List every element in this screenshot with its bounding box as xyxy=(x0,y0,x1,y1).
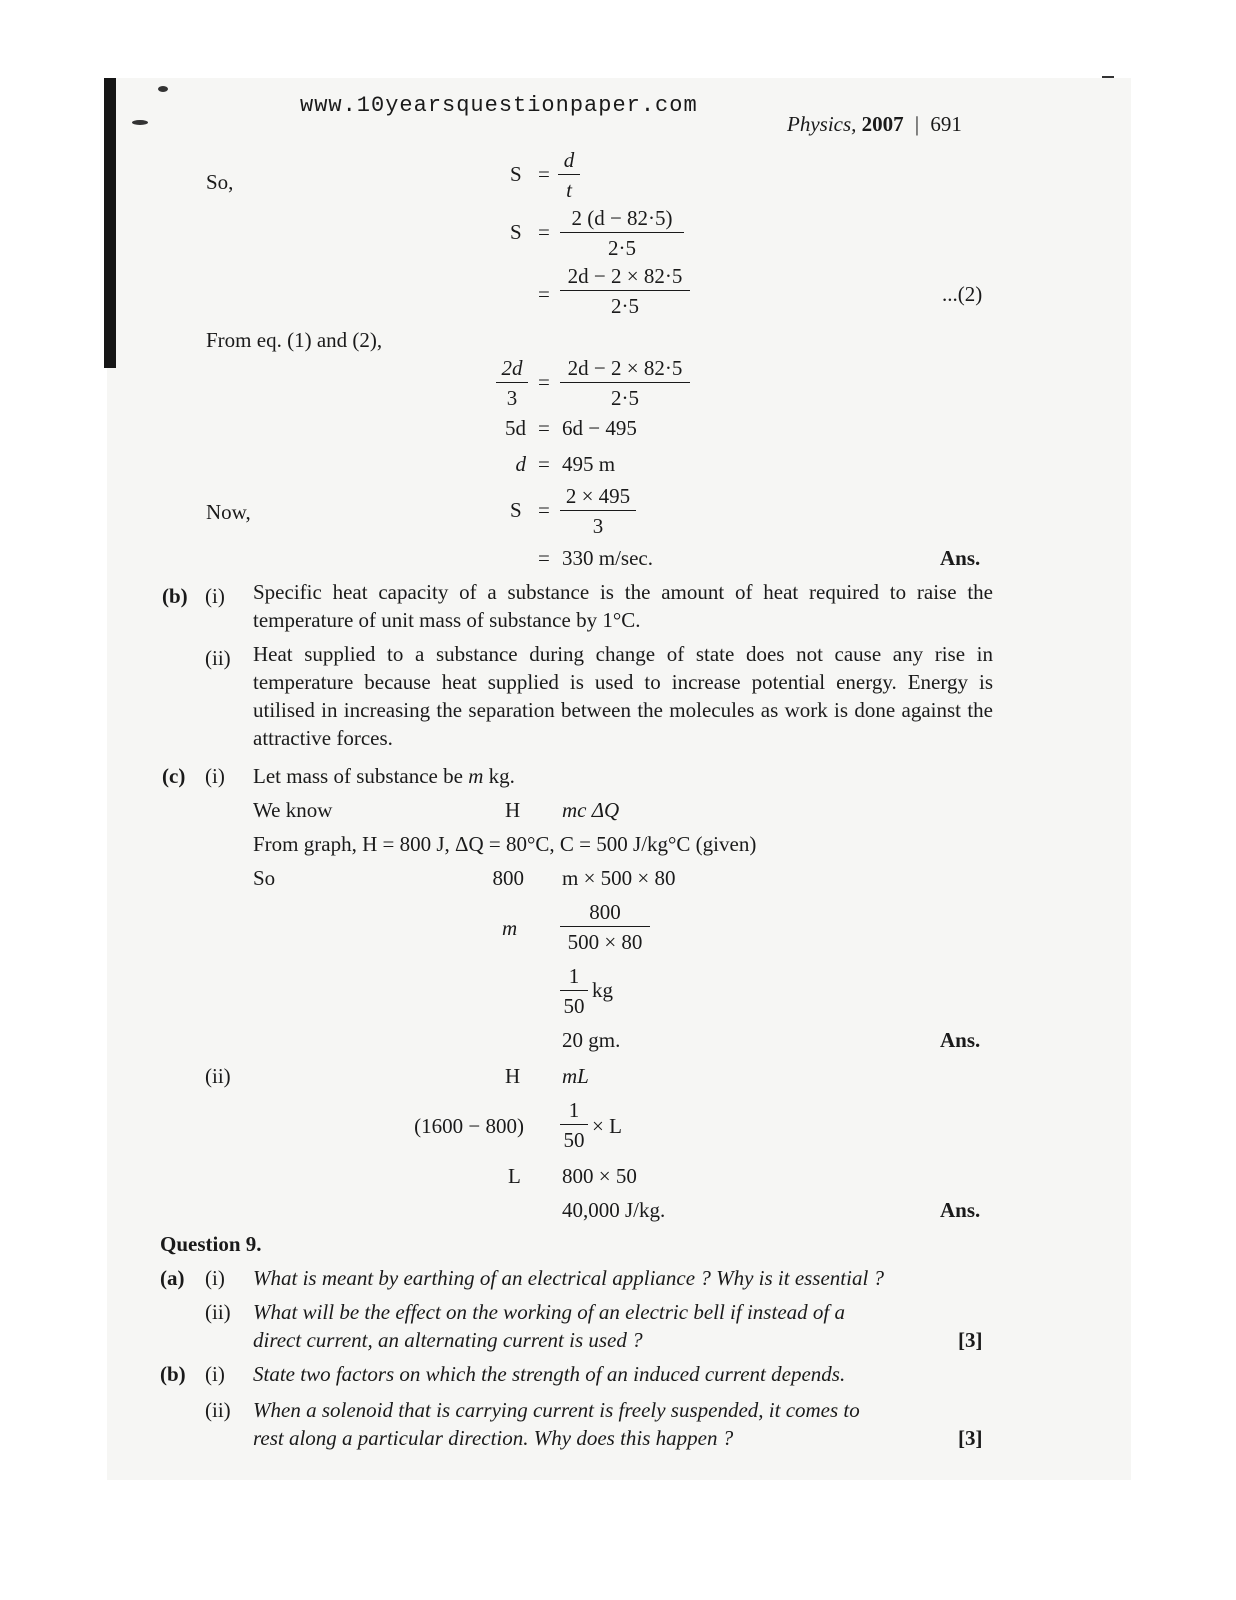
times-l: × L xyxy=(592,1114,622,1138)
q9-a-i-text: What is meant by earthing of an electrical appliance ? Why is it essential ? xyxy=(253,1266,885,1290)
part-c-i-text: Let mass of substance be m kg. xyxy=(253,764,515,788)
q9-a-i-label: (i) xyxy=(205,1266,225,1290)
fraction-s3: $\frac{2d - 2 \times 82\cdot 5}{2\cdot 5}$ xyxy=(560,264,690,318)
equals-sign: = xyxy=(538,416,550,440)
m-lhs: m xyxy=(502,916,518,940)
equals-sign: = xyxy=(538,370,550,394)
fraction-2d-over-3: $\frac{2d}{3}$ xyxy=(496,356,528,410)
answer-marker: Ans. xyxy=(940,546,981,570)
l-rhs: 800 × 50 xyxy=(562,1164,637,1188)
margin-mark xyxy=(1102,76,1114,78)
part-b-i-label: (i) xyxy=(205,584,225,608)
equals-sign: = xyxy=(538,162,550,186)
equals-sign: = xyxy=(538,282,550,306)
from-graph-line: From graph, H = 800 J, ΔQ = 80°C, C = 500 J/kg°C (given) xyxy=(253,832,757,856)
s4-lhs: S xyxy=(510,498,522,522)
running-header: Physics, 2007 | 691 xyxy=(787,112,962,136)
q9-b-marks: [3] xyxy=(958,1426,983,1450)
question-9-title: Question 9. xyxy=(160,1232,262,1256)
eq-5d-lhs: 5d xyxy=(505,416,526,440)
q9-a-ii-line2: direct current, an alternating current is used ? xyxy=(253,1328,643,1352)
answer-marker: Ans. xyxy=(940,1028,981,1052)
part-b-ii-label: (ii) xyxy=(205,646,231,670)
fraction-combined-rhs: $\frac{2d - 2 \times 82\cdot 5}{2\cdot 5}$ xyxy=(560,356,690,410)
fraction-s2: $\frac{2 (d - 82\cdot 5)}{2\cdot 5}$ xyxy=(560,206,684,260)
part-b-i-text: Specific heat capacity of a substance is the amount of heat required to raise the temperature of unit mass of substance by 1°C. xyxy=(253,580,993,632)
q9-a-label: (a) xyxy=(160,1266,185,1290)
h2-rhs: mL xyxy=(562,1064,589,1088)
eq-800-rhs: m × 500 × 80 xyxy=(562,866,676,890)
equals-sign: = xyxy=(538,452,550,476)
s1-lhs: S xyxy=(510,162,522,186)
kg-unit: kg xyxy=(592,978,613,1002)
eq-800-lhs: 800 xyxy=(492,866,524,890)
answer-marker: Ans. xyxy=(940,1198,981,1222)
eq-d-lhs: d xyxy=(515,452,526,476)
s2-lhs: S xyxy=(510,220,522,244)
part-c-i-label: (i) xyxy=(205,764,225,788)
q9-a-ii-line1: What will be the effect on the working of an electric bell if instead of a xyxy=(253,1300,845,1324)
diff-lhs: (1600 − 800) xyxy=(414,1114,524,1138)
fraction-one-fiftieth-2: $\frac{1}{50}$ xyxy=(560,1098,588,1152)
h-rhs: mc ΔQ xyxy=(562,798,620,822)
mass-result: 20 gm. xyxy=(562,1028,621,1052)
so-label: So, xyxy=(206,170,234,194)
q9-b-ii-line1: When a solenoid that is carrying current is freely suspended, it comes to xyxy=(253,1398,860,1422)
fraction-s4: $\frac{2 \times 495}{3}$ xyxy=(560,484,636,538)
part-b-label: (b) xyxy=(162,584,188,608)
q9-a-ii-label: (ii) xyxy=(205,1300,231,1324)
website-watermark: www.10yearsquestionpaper.com xyxy=(300,93,698,118)
so-label-c: So xyxy=(253,866,276,890)
scan-speck xyxy=(158,86,168,92)
equals-sign: = xyxy=(538,498,550,522)
speed-result: 330 m/sec. xyxy=(562,546,653,570)
q9-a-marks: [3] xyxy=(958,1328,983,1352)
eq-d-rhs: 495 m xyxy=(562,452,616,476)
q9-b-ii-line2: rest along a particular direction. Why does this happen ? xyxy=(253,1426,734,1450)
eq-5d-rhs: 6d − 495 xyxy=(562,416,637,440)
h2-lhs: H xyxy=(505,1064,521,1088)
scan-speck xyxy=(132,120,148,125)
part-c-label: (c) xyxy=(162,764,186,788)
from-eq-label: From eq. (1) and (2), xyxy=(206,328,383,352)
fraction-m: $\frac{800}{500 \times 80}$ xyxy=(560,900,650,954)
q9-b-label: (b) xyxy=(160,1362,186,1386)
latent-heat-result: 40,000 J/kg. xyxy=(562,1198,666,1222)
equation-tag-2: ...(2) xyxy=(942,282,983,306)
q9-b-i-text: State two factors on which the strength of an induced current depends. xyxy=(253,1362,846,1386)
part-b-ii-text: Heat supplied to a substance during change of state does not cause any rise in temperature because heat supplied is used to increase potential energy. Energy is utilised in increasing the separation between the molecules as work is done against the attractive forces. xyxy=(253,642,993,750)
equals-sign: = xyxy=(538,220,550,244)
q9-b-i-label: (i) xyxy=(205,1362,225,1386)
h-lhs: H xyxy=(505,798,521,822)
part-c-ii-label: (ii) xyxy=(205,1064,231,1088)
fraction-d-over-t: $\frac{d}{t}$ xyxy=(558,148,580,202)
now-label: Now, xyxy=(206,500,251,524)
l-lhs: L xyxy=(508,1164,521,1188)
scan-edge-shadow xyxy=(104,78,116,368)
equals-sign: = xyxy=(538,546,550,570)
fraction-one-fiftieth: $\frac{1}{50}$ xyxy=(560,964,588,1018)
we-know-label: We know xyxy=(253,798,333,822)
q9-b-ii-label: (ii) xyxy=(205,1398,231,1422)
